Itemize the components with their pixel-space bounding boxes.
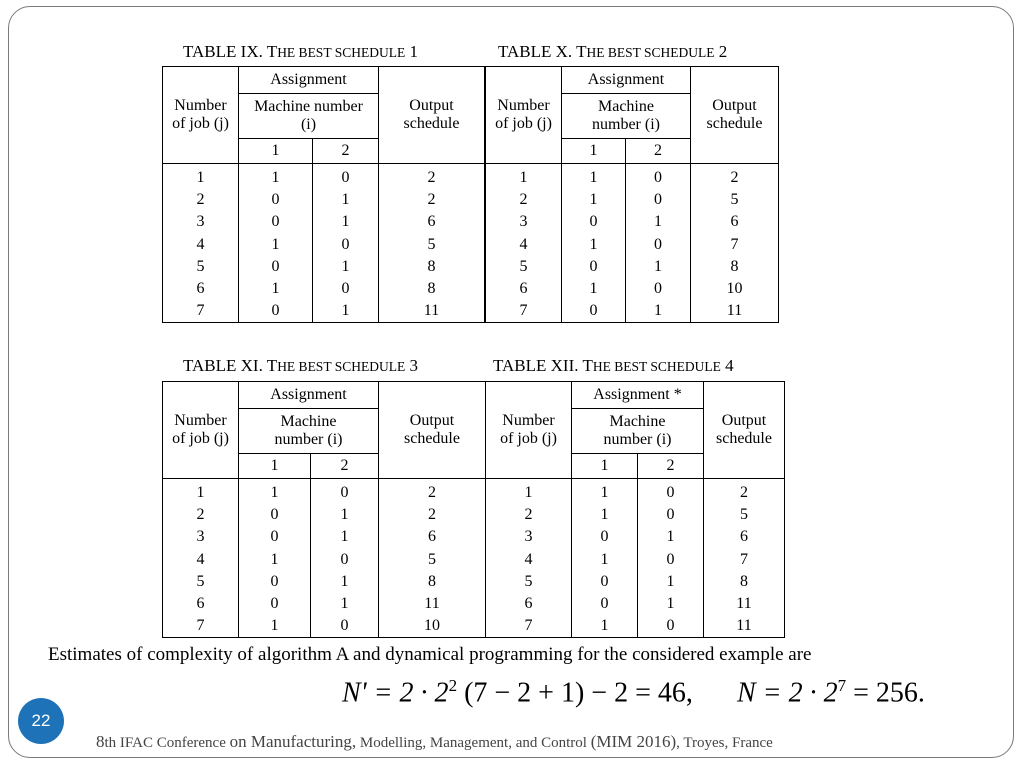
table-cell: 0: [600, 594, 609, 612]
column-m1: [239, 164, 313, 323]
table-cell: 6: [196, 594, 205, 612]
table-cell: 1: [589, 235, 598, 253]
table-cell: 1: [270, 617, 279, 635]
header-job: Number of job (j): [486, 67, 562, 164]
table-cell: 3: [524, 528, 533, 546]
table-cell: 1: [589, 191, 598, 209]
table-cell: 1: [196, 484, 205, 501]
header-machine-2: 2: [313, 139, 379, 164]
estimates-text: Estimates of complexity of algorithm A and dynamical programming for the considered example are: [48, 644, 812, 665]
table-cell: 4: [524, 550, 533, 568]
table-cell: 1: [341, 191, 350, 209]
column-m1: [572, 479, 638, 638]
header-machine-1: 1: [239, 139, 313, 164]
header-job: Number of job (j): [486, 382, 572, 479]
table-cell: 1: [600, 617, 609, 635]
header-machine-2: 2: [638, 454, 704, 479]
header-assignment: Assignment: [562, 67, 691, 94]
header-machine-1: 1: [239, 454, 311, 479]
table-cell: 0: [654, 235, 662, 253]
header-machine: Machine number (i): [239, 409, 379, 454]
table-cell: 2: [196, 191, 205, 209]
column-m2: [638, 479, 704, 638]
column-m1: [239, 479, 311, 638]
table-cell: 6: [524, 594, 533, 612]
table-cell: 1: [666, 572, 675, 590]
table-cell: 7: [730, 235, 739, 253]
header-machine-2: 2: [626, 139, 691, 164]
table-caption-11: TABLE XI. THE BEST SCHEDULE 3: [183, 356, 418, 375]
table-caption-9: TABLE IX. THE BEST SCHEDULE 1: [183, 42, 418, 61]
header-output: Output schedule: [379, 67, 485, 164]
table-cell: 6: [427, 213, 436, 231]
table-cell: 1: [271, 169, 280, 186]
table-cell: 1: [340, 594, 349, 612]
column-m1: [562, 164, 626, 323]
table-cell: 11: [736, 594, 752, 612]
table-cell: 7: [524, 617, 533, 635]
header-machine: Machine number (i): [562, 94, 691, 139]
table-cell: 5: [524, 572, 533, 590]
page-number-badge: 22: [18, 698, 64, 744]
table-cell: 11: [726, 302, 743, 320]
table-cell: 3: [196, 528, 205, 546]
header-machine-2: 2: [311, 454, 379, 479]
header-assignment: Assignment: [239, 67, 379, 94]
table-cell: 8: [730, 257, 739, 275]
table-cell: 0: [340, 484, 349, 501]
table-cell: 0: [270, 506, 279, 524]
table-cell: 1: [340, 528, 349, 546]
header-output: Output schedule: [691, 67, 779, 164]
table-cell: 0: [341, 169, 350, 186]
column-m2: [626, 164, 691, 323]
column-out: [691, 164, 779, 323]
table-cell: 4: [519, 235, 528, 253]
table-cell: 1: [271, 279, 280, 297]
table-cell: 5: [730, 191, 739, 209]
table-cell: 1: [340, 572, 349, 590]
table-caption-10: TABLE X. THE BEST SCHEDULE 2: [498, 42, 728, 61]
table-cell: 0: [589, 302, 598, 320]
table-cell: 0: [270, 594, 279, 612]
schedule-table: [162, 381, 486, 638]
column-job: [486, 164, 562, 323]
table-cell: 7: [196, 302, 205, 320]
table-cell: 8: [427, 257, 436, 275]
table-cell: 11: [423, 302, 440, 320]
table-cell: 1: [589, 169, 598, 186]
table-cell: 0: [666, 617, 675, 635]
table-cell: 6: [519, 279, 528, 297]
header-job: Number of job (j): [163, 67, 239, 164]
table-cell: 10: [726, 279, 743, 297]
table-cell: 6: [730, 213, 739, 231]
table-cell: 1: [654, 302, 662, 320]
table-cell: 10: [424, 617, 440, 635]
table-cell: 1: [519, 169, 528, 186]
column-job: [163, 164, 239, 323]
table-cell: 5: [196, 257, 205, 275]
table-cell: 0: [600, 528, 609, 546]
schedule-table: [485, 381, 785, 638]
header-machine: Machine number (i): [239, 94, 379, 139]
column-m2: [313, 164, 379, 323]
table-cell: 1: [589, 279, 598, 297]
table-cell: 8: [740, 572, 748, 590]
table-cell: 0: [666, 550, 675, 568]
table-cell: 6: [428, 528, 436, 546]
table-cell: 2: [196, 506, 205, 524]
table-cell: 0: [270, 572, 279, 590]
table-cell: 1: [666, 528, 675, 546]
column-out: [704, 479, 785, 638]
table-cell: 0: [654, 169, 662, 186]
table-cell: 2: [730, 169, 739, 186]
header-machine-1: 1: [572, 454, 638, 479]
table-cell: 11: [424, 594, 440, 612]
header-output: Output schedule: [379, 382, 486, 479]
footer-conference: 8th IFAC Conference on Manufacturing, Modelling, Management, and Control (MIM 2016), Troyes, France: [96, 732, 773, 751]
table-cell: 6: [740, 528, 748, 546]
table-cell: 0: [341, 279, 350, 297]
schedule-table: [485, 66, 779, 323]
formula-n: $N = 2 \cdot 2^7 = 256$.: [737, 676, 925, 709]
table-cell: 2: [740, 484, 748, 501]
table-cell: 2: [524, 506, 533, 524]
table-cell: 2: [519, 191, 528, 209]
table-cell: 0: [270, 528, 279, 546]
table-cell: 1: [270, 550, 279, 568]
table-cell: 5: [740, 506, 748, 524]
table-cell: 0: [341, 235, 350, 253]
table-cell: 5: [519, 257, 528, 275]
table-cell: 2: [427, 191, 436, 209]
table-cell: 0: [654, 191, 662, 209]
table-cell: 1: [524, 484, 533, 501]
table-cell: 6: [196, 279, 205, 297]
table-cell: 5: [196, 572, 205, 590]
column-m2: [311, 479, 379, 638]
table-cell: 0: [589, 213, 598, 231]
table-cell: 1: [666, 594, 675, 612]
table-cell: 0: [666, 484, 675, 501]
table-cell: 3: [196, 213, 205, 231]
table-cell: 1: [600, 550, 609, 568]
table-cell: 2: [428, 484, 436, 501]
table-cell: 11: [736, 617, 752, 635]
header-output: Output schedule: [704, 382, 785, 479]
table-cell: 5: [428, 550, 436, 568]
table-cell: 0: [600, 572, 609, 590]
table-cell: 0: [589, 257, 598, 275]
table-cell: 0: [666, 506, 675, 524]
table-cell: 2: [428, 506, 436, 524]
table-cell: 1: [341, 257, 350, 275]
column-job: [163, 479, 239, 638]
table-cell: 3: [519, 213, 528, 231]
table-cell: 7: [519, 302, 528, 320]
table-cell: 1: [341, 302, 350, 320]
table-cell: 0: [271, 302, 280, 320]
table-cell: 5: [427, 235, 436, 253]
table-cell: 1: [600, 484, 609, 501]
table-cell: 1: [196, 169, 205, 186]
table-cell: 4: [196, 235, 205, 253]
table-cell: 1: [340, 506, 349, 524]
schedule-table: [162, 66, 485, 323]
table-cell: 0: [340, 617, 349, 635]
header-assignment: Assignment: [239, 382, 379, 409]
header-machine-1: 1: [562, 139, 626, 164]
table-caption-12: TABLE XII. THE BEST SCHEDULE 4: [493, 356, 734, 375]
table-cell: 0: [271, 191, 280, 209]
table-cell: 8: [427, 279, 436, 297]
table-cell: 1: [341, 213, 350, 231]
table-cell: 4: [196, 550, 205, 568]
table-cell: 2: [427, 169, 436, 186]
column-out: [379, 479, 486, 638]
column-out: [379, 164, 485, 323]
table-cell: 1: [270, 484, 279, 501]
table-cell: 0: [654, 279, 662, 297]
table-cell: 7: [740, 550, 748, 568]
table-cell: 0: [271, 213, 280, 231]
column-job: [486, 479, 572, 638]
table-cell: 8: [428, 572, 436, 590]
table-cell: 7: [196, 617, 205, 635]
table-cell: 1: [654, 213, 662, 231]
table-cell: 1: [600, 506, 609, 524]
header-job: Number of job (j): [163, 382, 239, 479]
header-machine: Machine number (i): [572, 409, 704, 454]
table-cell: 1: [271, 235, 280, 253]
table-cell: 0: [271, 257, 280, 275]
header-assignment: Assignment *: [572, 382, 704, 409]
table-cell: 1: [654, 257, 662, 275]
table-cell: 0: [340, 550, 349, 568]
formula-n-prime: $N' = 2 \cdot 2^2$ (7 − 2 + 1) − 2 = 46,: [342, 676, 693, 709]
